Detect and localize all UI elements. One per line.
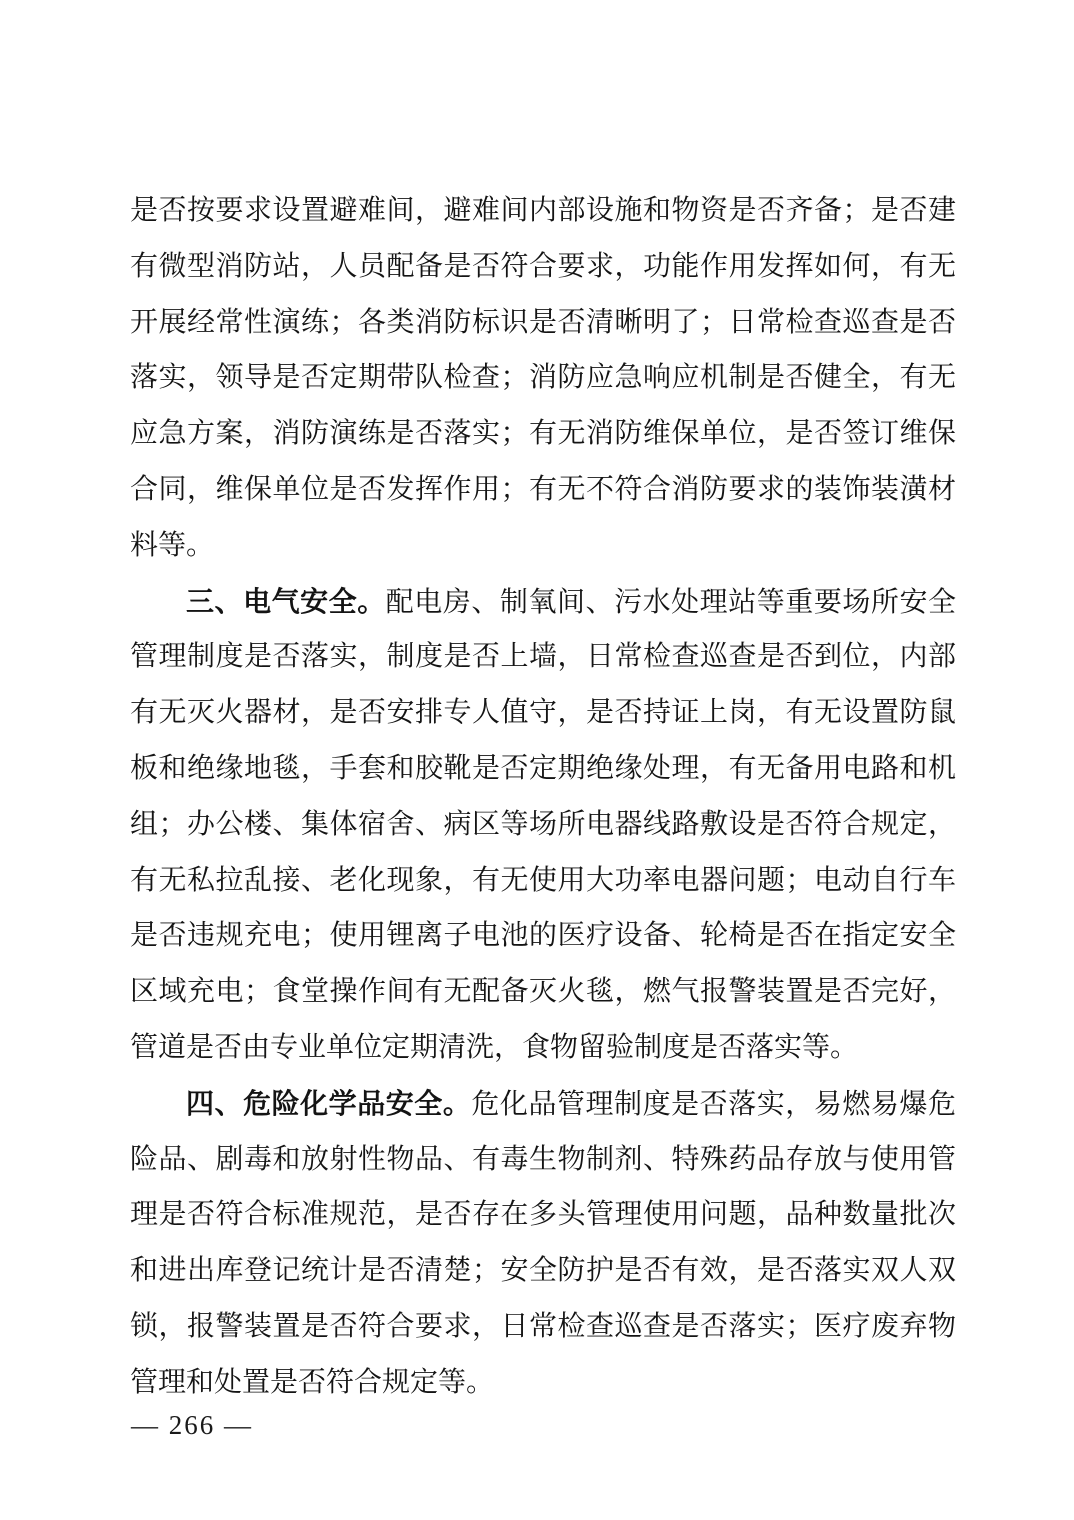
text-run: 有无私拉乱接、老化现象，有无使用大功率电器问题；电动自行车 xyxy=(130,864,956,896)
text-run: 组；办公楼、集体宿舍、病区等场所电器线路敷设是否符合规定， xyxy=(130,808,956,840)
text-line xyxy=(130,295,956,351)
text-run: 管理和处置是否符合规定等。 xyxy=(130,1366,495,1398)
text-line xyxy=(130,1243,956,1299)
text-run: 和进出库登记统计是否清楚；安全防护是否有效，是否落实双人双 xyxy=(130,1255,956,1287)
text-line xyxy=(130,1132,956,1188)
text-line xyxy=(130,574,956,630)
text-run: 板和绝缘地毯，手套和胶靴是否定期绝缘处理，有无备用电路和机 xyxy=(130,752,956,784)
text-run: 是否按要求设置避难间，避难间内部设施和物资是否齐备；是否建 xyxy=(130,195,956,226)
text-run: 配电房、制氧间、污水处理站等重要场所安全 xyxy=(385,586,956,618)
text-run: 有微型消防站，人员配备是否符合要求，功能作用发挥如何，有无 xyxy=(130,250,956,282)
page-number: — 266 — xyxy=(131,1410,253,1440)
text-run: 是否违规充电；使用锂离子电池的医疗设备、轮椅是否在指定安全 xyxy=(130,920,956,952)
text-line xyxy=(130,406,956,462)
text-line xyxy=(130,1076,956,1132)
text-line xyxy=(130,239,956,295)
text-run: 有无灭火器材，是否安排专人值守，是否持证上岗，有无设置防鼠 xyxy=(130,697,956,729)
text-run: 区域充电；食堂操作间有无配备灭火毯，燃气报警装置是否完好， xyxy=(130,976,956,1008)
text-run: 危化品管理制度是否落实，易燃易爆危 xyxy=(471,1088,956,1120)
text-line xyxy=(130,629,956,685)
text-line xyxy=(130,183,956,239)
text-line xyxy=(130,1187,956,1243)
text-run: 合同，维保单位是否发挥作用；有无不符合消防要求的装饰装潢材 xyxy=(130,473,956,505)
text-run: 开展经常性演练；各类消防标识是否清晰明了；日常检查巡查是否 xyxy=(130,306,956,338)
text-run: 落实，领导是否定期带队检查；消防应急响应机制是否健全，有无 xyxy=(130,362,956,394)
text-line xyxy=(130,853,956,909)
text-line xyxy=(130,741,956,797)
text-line xyxy=(130,1020,956,1076)
text-run: 管道是否由专业单位定期清洗，食物留验制度是否落实等。 xyxy=(130,1031,859,1063)
text-line xyxy=(130,797,956,853)
document-body xyxy=(130,183,956,1411)
text-line xyxy=(130,350,956,406)
text-line xyxy=(130,1299,956,1355)
text-line xyxy=(130,1355,956,1411)
text-line xyxy=(130,908,956,964)
text-run: 管理制度是否落实，制度是否上墙，日常检查巡查是否到位，内部 xyxy=(130,641,956,673)
text-run: 锁，报警装置是否符合要求，日常检查巡查是否落实；医疗废弃物 xyxy=(130,1310,956,1342)
text-line xyxy=(130,518,956,574)
section-heading-run: 四、危险化学品安全。 xyxy=(186,1086,472,1120)
section-heading-run: 三、电气安全。 xyxy=(186,584,386,618)
text-run: 理是否符合标准规范，是否存在多头管理使用问题，品种数量批次 xyxy=(130,1199,956,1231)
text-line xyxy=(130,685,956,741)
text-line xyxy=(130,964,956,1020)
text-line xyxy=(130,462,956,518)
text-run: 应急方案，消防演练是否落实；有无消防维保单位，是否签订维保 xyxy=(130,418,956,450)
text-run: 料等。 xyxy=(130,529,215,561)
text-run: 险品、剧毒和放射性物品、有毒生物制剂、特殊药品存放与使用管 xyxy=(130,1143,956,1175)
